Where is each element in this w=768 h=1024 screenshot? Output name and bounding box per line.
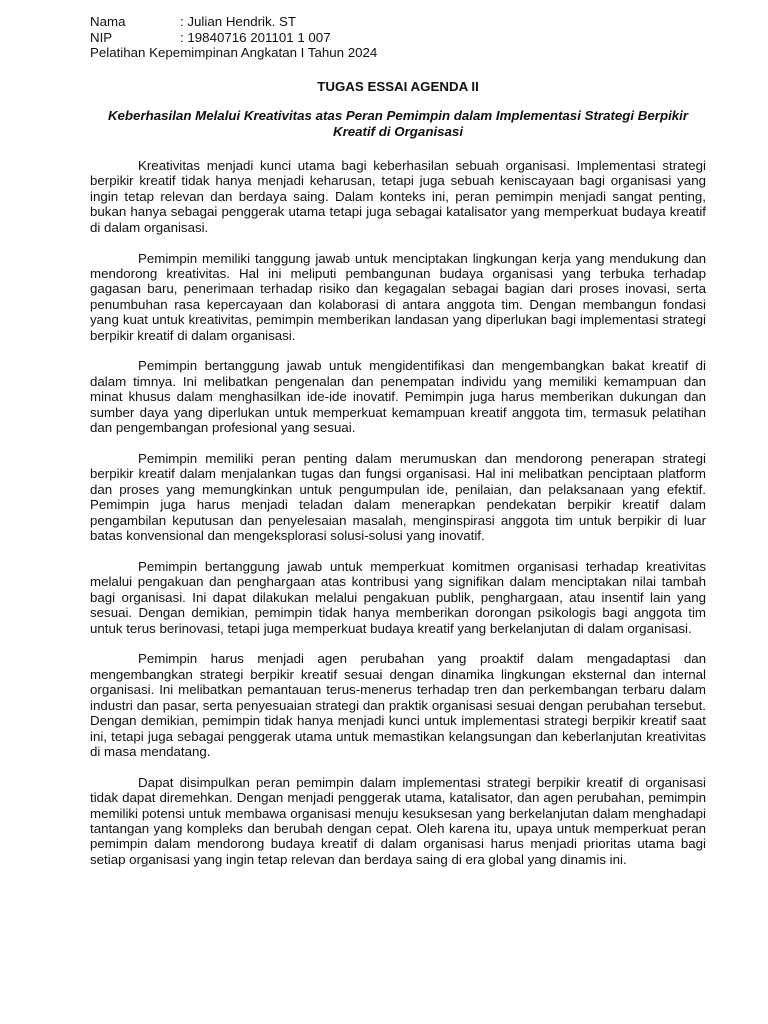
document-title: TUGAS ESSAI AGENDA II bbox=[317, 78, 479, 94]
paragraph: Pemimpin memiliki tanggung jawab untuk menciptakan lingkungan kerja yang mendukung dan mendorong kreativitas. Hal ini meliputi pembangunan budaya organisasi yang terbuka terhadap gagasan baru, penerimaan terhadap risiko dan kegagalan sebagai bagian dari proses inovasi, serta penumbuhan rasa kepercayaan dan kolaborasi di antara anggota tim. Dengan membangun fondasi yang kuat untuk kreativitas, pemimpin memberikan landasan yang diperlukan bagi implementasi strategi berpikir kreatif di dalam organisasi. bbox=[90, 250, 706, 343]
document-subtitle: Keberhasilan Melalui Kreativitas atas Peran Pemimpin dalam Implementasi Strategi Berpikir Kreatif di Organisasi bbox=[107, 108, 689, 139]
document-header bbox=[90, 14, 706, 61]
paragraph: Pemimpin memiliki peran penting dalam merumuskan dan mendorong penerapan strategi berpikir kreatif dalam menjalankan tugas dan fungsi organisasi. Hal ini melibatkan penciptaan platform dan proses yang memungkinkan untuk pengumpulan ide, penilaian, dan pelaksanaan yang efektif. Pemimpin juga harus menjadi teladan dalam menerapkan pendekatan berpikir kreatif dalam pengambilan keputusan dan penyelesaian masalah, menginspirasi anggota tim untuk berpikir di luar batas konvensional dan mengeksplorasi solusi-solusi yang inovatif. bbox=[90, 451, 706, 544]
name-row bbox=[90, 14, 706, 30]
nip-value: : 19840716 201101 1 007 bbox=[180, 29, 331, 45]
name-value: : Julian Hendrik. ST bbox=[180, 14, 297, 29]
nip-label: NIP bbox=[90, 29, 113, 45]
nip-row bbox=[90, 30, 706, 46]
training-line: Pelatihan Kepemimpinan Angkatan I Tahun 2024 bbox=[90, 45, 378, 60]
paragraph: Pemimpin harus menjadi agen perubahan yang proaktif dalam mengadaptasi dan mengembangkan strategi berpikir kreatif sesuai dengan dinamika lingkungan eksternal dan internal organisasi. Ini melibatkan pemantauan terus-menerus terhadap tren dan perkembangan terbaru dalam industri dan pasar, serta penyesuaian strategi dan praktik organisasi sesuai dengan perubahan tersebut. Dengan demikian, pemimpin tidak hanya menjadi kunci untuk implementasi strategi berpikir kreatif saat ini, tetapi juga sebagai penggerak utama untuk memastikan kelangsungan dan keberlanjutan kreativitas di masa mendatang. bbox=[90, 651, 706, 759]
paragraph: Pemimpin bertanggung jawab untuk mengidentifikasi dan mengembangkan bakat kreatif di dalam timnya. Ini melibatkan pengenalan dan penempatan individu yang memiliki kemampuan dan minat khusus dalam menghasilkan ide-ide inovatif. Pemimpin juga harus memberikan dukungan dan sumber daya yang diperlukan untuk memperkuat kemampuan kreatif anggota tim, termasuk pelatihan dan pengembangan profesional yang sesuai. bbox=[90, 358, 706, 436]
essay-body bbox=[90, 158, 706, 867]
paragraph: Pemimpin bertanggung jawab untuk memperkuat komitmen organisasi terhadap kreativitas melalui pengakuan dan penghargaan atas kontribusi yang signifikan dalam menciptakan nilai tambah bagi organisasi. Ini dapat dilakukan melalui pengakuan publik, penghargaan, atau insentif lain yang sesuai. Dengan demikian, pemimpin tidak hanya memberikan dorongan psikologis bagi anggota tim untuk terus berinovasi, tetapi juga memperkuat budaya kreatif yang berkelanjutan di dalam organisasi. bbox=[90, 558, 706, 636]
name-label: Nama bbox=[90, 14, 126, 29]
paragraph: Kreativitas menjadi kunci utama bagi keberhasilan sebuah organisasi. Implementasi strategi berpikir kreatif tidak hanya menjadi keharusan, tetapi juga sebuah keniscayaan bagi organisasi yang ingin tetap relevan dan berdaya saing. Dalam konteks ini, peran pemimpin menjadi sangat penting, bukan hanya sebagai penggerak utama tetapi juga sebagai katalisator yang memperkuat budaya kreatif di dalam organisasi. bbox=[90, 158, 706, 235]
paragraph: Dapat disimpulkan peran pemimpin dalam implementasi strategi berpikir kreatif di organisasi tidak dapat diremehkan. Dengan menjadi penggerak utama, katalisator, dan agen perubahan, pemimpin memiliki potensi untuk membawa organisasi menuju kesuksesan yang berkelanjutan dalam menghadapi tantangan yang kompleks dan berubah dengan cepat. Oleh karena itu, upaya untuk memperkuat peran pemimpin dalam mendorong budaya kreatif di dalam organisasi harus menjadi prioritas utama bagi setiap organisasi yang ingin tetap relevan dan berdaya saing di era global yang dinamis ini. bbox=[90, 774, 706, 867]
